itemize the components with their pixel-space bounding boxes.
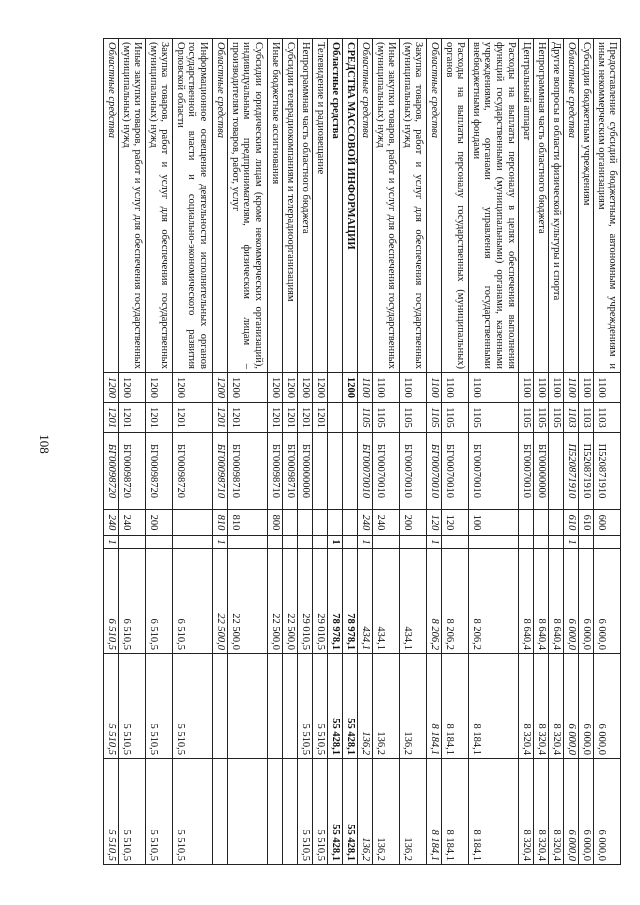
- row-amount-year-3: 8 320,4: [534, 759, 549, 865]
- row-target-article-code: [549, 433, 564, 510]
- row-target-article-code: [328, 433, 343, 510]
- row-amount-year-1: 434,1: [358, 549, 373, 654]
- row-amount-year-2: 8 184,1: [427, 654, 442, 759]
- row-amount-year-1: 78 978,1: [343, 549, 358, 654]
- row-subsection-code: 1201: [146, 403, 173, 433]
- row-subsection-code: 1105: [400, 403, 427, 433]
- row-source-mark: [519, 536, 534, 549]
- row-amount-year-3: 6 000,0: [594, 759, 621, 865]
- row-section-code: 1100: [579, 373, 594, 403]
- row-section-code: 1200: [104, 373, 119, 403]
- row-section-code: 1100: [373, 373, 400, 403]
- row-name: Телевидение и радиовещание: [313, 39, 328, 373]
- row-amount-year-3: 6 000,0: [579, 759, 594, 865]
- row-amount-year-2: 8 320,4: [549, 654, 564, 759]
- row-subsection-code: 1105: [549, 403, 564, 433]
- row-name: Расходы на выплаты персоналу государственных (муниципальных) органов: [442, 39, 469, 373]
- row-target-article-code: БГ00000000: [534, 433, 549, 510]
- row-amount-year-1: 8 640,4: [549, 549, 564, 654]
- row-source-mark: [534, 536, 549, 549]
- row-expense-type-code: 100: [469, 510, 519, 536]
- row-target-article-code: П520871910: [594, 433, 621, 510]
- row-expense-type-code: 200: [400, 510, 427, 536]
- table-row: [400, 39, 427, 865]
- row-target-article-code: БГ00098720: [119, 433, 146, 510]
- row-subsection-code: 1201: [213, 403, 228, 433]
- row-amount-year-3: 8 184,1: [469, 759, 519, 865]
- row-amount-year-1: 22 500,0: [213, 549, 228, 654]
- row-target-article-code: [313, 433, 328, 510]
- row-target-article-code: БГ00098720: [173, 433, 213, 510]
- row-expense-type-code: [328, 510, 343, 536]
- row-source-mark: [173, 536, 213, 549]
- row-expense-type-code: 240: [104, 510, 119, 536]
- table-row: [549, 39, 564, 865]
- row-amount-year-1: 8 206,2: [442, 549, 469, 654]
- row-subsection-code: [328, 403, 343, 433]
- table-row: [442, 39, 469, 865]
- table-row: [298, 39, 313, 865]
- table-row: [268, 39, 283, 865]
- row-section-code: 1100: [564, 373, 579, 403]
- row-name: Областные средства: [564, 39, 579, 373]
- row-target-article-code: БГ00070010: [427, 433, 442, 510]
- budget-table: [103, 38, 621, 865]
- table-row: [427, 39, 442, 865]
- row-expense-type-code: 120: [442, 510, 469, 536]
- row-subsection-code: 1105: [358, 403, 373, 433]
- row-subsection-code: 1201: [119, 403, 146, 433]
- row-amount-year-2: 55 428,1: [328, 654, 343, 759]
- row-amount-year-2: 136,2: [358, 654, 373, 759]
- row-amount-year-1: 6 000,0: [594, 549, 621, 654]
- row-section-code: 1100: [519, 373, 534, 403]
- row-amount-year-2: 5 510,5: [146, 654, 173, 759]
- row-source-mark: [549, 536, 564, 549]
- row-expense-type-code: 610: [579, 510, 594, 536]
- row-amount-year-2: 5 510,5: [104, 654, 119, 759]
- row-source-mark: [442, 536, 469, 549]
- row-amount-year-2: 6 000,0: [579, 654, 594, 759]
- row-section-code: 1100: [469, 373, 519, 403]
- row-name: Центральный аппарат: [519, 39, 534, 373]
- table-row: [146, 39, 173, 865]
- row-expense-type-code: [298, 510, 313, 536]
- row-section-code: 1200: [146, 373, 173, 403]
- row-subsection-code: 1201: [104, 403, 119, 433]
- row-source-mark: [400, 536, 427, 549]
- row-section-code: 1200: [213, 373, 228, 403]
- table-row: [358, 39, 373, 865]
- row-amount-year-1: 22 500,0: [268, 549, 283, 654]
- row-subsection-code: 1105: [427, 403, 442, 433]
- row-name: СРЕДСТВА МАССОВОЙ ИНФОРМАЦИИ: [343, 39, 358, 373]
- row-target-article-code: БГ00070010: [469, 433, 519, 510]
- row-amount-year-3: 5 510,5: [146, 759, 173, 865]
- row-subsection-code: 1105: [442, 403, 469, 433]
- row-name: Непрограммная часть областного бюджета: [298, 39, 313, 373]
- row-target-article-code: БГ00098720: [146, 433, 173, 510]
- table-row: [283, 39, 298, 865]
- row-amount-year-3: [268, 759, 283, 865]
- row-target-article-code: БГ00000000: [298, 433, 313, 510]
- row-section-code: 1200: [228, 373, 268, 403]
- row-section-code: 1100: [400, 373, 427, 403]
- page-number: 108: [36, 434, 52, 454]
- row-source-mark: [579, 536, 594, 549]
- row-amount-year-1: 6 000,0: [564, 549, 579, 654]
- row-target-article-code: П520871910: [564, 433, 579, 510]
- row-amount-year-1: 6 510,5: [146, 549, 173, 654]
- row-source-mark: 1: [328, 536, 343, 549]
- row-name: Непрограммная часть областного бюджета: [534, 39, 549, 373]
- row-name: Субсидии бюджетным учреждениям: [579, 39, 594, 373]
- row-amount-year-3: 8 320,4: [519, 759, 534, 865]
- row-subsection-code: 1105: [469, 403, 519, 433]
- row-amount-year-2: 136,2: [373, 654, 400, 759]
- table-row: [343, 39, 358, 865]
- row-expense-type-code: 810: [228, 510, 268, 536]
- row-expense-type-code: 800: [268, 510, 283, 536]
- table-row: [579, 39, 594, 865]
- row-name: Областные средства: [328, 39, 343, 373]
- row-amount-year-2: [228, 654, 268, 759]
- row-section-code: 1100: [594, 373, 621, 403]
- row-target-article-code: БГ00070010: [358, 433, 373, 510]
- row-name: Иные закупки товаров, работ и услуг для обеспечения государственных (муниципальных) нужд: [373, 39, 400, 373]
- row-target-article-code: БГ00070010: [400, 433, 427, 510]
- row-amount-year-3: [213, 759, 228, 865]
- row-expense-type-code: [343, 510, 358, 536]
- row-amount-year-3: 5 510,5: [313, 759, 328, 865]
- row-amount-year-2: 8 184,1: [442, 654, 469, 759]
- row-amount-year-1: 8 206,2: [469, 549, 519, 654]
- row-target-article-code: БГ00098710: [228, 433, 268, 510]
- row-section-code: 1100: [358, 373, 373, 403]
- row-source-mark: [283, 536, 298, 549]
- row-section-code: 1200: [298, 373, 313, 403]
- row-subsection-code: 1103: [579, 403, 594, 433]
- row-amount-year-3: 8 320,4: [549, 759, 564, 865]
- row-amount-year-2: 8 184,1: [469, 654, 519, 759]
- row-amount-year-3: 55 428,1: [343, 759, 358, 865]
- row-expense-type-code: [519, 510, 534, 536]
- row-name: Иные закупки товаров, работ и услуг для обеспечения государственных (муниципальных) нужд: [119, 39, 146, 373]
- row-amount-year-3: 5 510,5: [298, 759, 313, 865]
- row-target-article-code: БГ00098710: [213, 433, 228, 510]
- row-amount-year-3: 5 510,5: [173, 759, 213, 865]
- row-amount-year-3: [283, 759, 298, 865]
- row-amount-year-2: 8 320,4: [519, 654, 534, 759]
- row-expense-type-code: 600: [594, 510, 621, 536]
- row-amount-year-2: 5 510,5: [298, 654, 313, 759]
- row-subsection-code: 1103: [594, 403, 621, 433]
- row-expense-type-code: [173, 510, 213, 536]
- row-section-code: 1100: [534, 373, 549, 403]
- row-source-mark: [313, 536, 328, 549]
- row-amount-year-2: 5 510,5: [313, 654, 328, 759]
- row-amount-year-2: 6 000,0: [564, 654, 579, 759]
- row-amount-year-2: 136,2: [400, 654, 427, 759]
- row-name: Областные средства: [358, 39, 373, 373]
- row-source-mark: 1: [358, 536, 373, 549]
- row-section-code: 1200: [283, 373, 298, 403]
- table-row: [328, 39, 343, 865]
- row-amount-year-1: 434,1: [400, 549, 427, 654]
- row-amount-year-1: 29 010,5: [298, 549, 313, 654]
- table-row: [119, 39, 146, 865]
- row-subsection-code: 1103: [564, 403, 579, 433]
- row-section-code: 1100: [549, 373, 564, 403]
- row-amount-year-2: [283, 654, 298, 759]
- row-section-code: 1200: [268, 373, 283, 403]
- table-row: [534, 39, 549, 865]
- row-amount-year-3: 5 510,5: [104, 759, 119, 865]
- table-row: [519, 39, 534, 865]
- row-target-article-code: [343, 433, 358, 510]
- table-row: [104, 39, 119, 865]
- row-amount-year-2: 6 000,0: [594, 654, 621, 759]
- row-amount-year-1: 6 510,5: [104, 549, 119, 654]
- budget-table-area: [76, 38, 621, 864]
- row-amount-year-3: 6 000,0: [564, 759, 579, 865]
- row-source-mark: [146, 536, 173, 549]
- row-expense-type-code: 120: [427, 510, 442, 536]
- row-target-article-code: БГ00098720: [104, 433, 119, 510]
- row-source-mark: [228, 536, 268, 549]
- table-row: [594, 39, 621, 865]
- row-subsection-code: 1201: [173, 403, 213, 433]
- row-section-code: 1100: [427, 373, 442, 403]
- row-section-code: [328, 373, 343, 403]
- row-amount-year-3: 55 428,1: [328, 759, 343, 865]
- row-expense-type-code: [313, 510, 328, 536]
- row-name: Расходы на выплаты персоналу в целях обеспечения выполнения функций государственными (муниципальными) органами, казенными учреждениями, органами управления государственными внебюджетными фондами: [469, 39, 519, 373]
- row-expense-type-code: 240: [119, 510, 146, 536]
- row-amount-year-3: 5 510,5: [119, 759, 146, 865]
- row-amount-year-2: 55 428,1: [343, 654, 358, 759]
- row-amount-year-1: 8 640,4: [534, 549, 549, 654]
- table-row: [469, 39, 519, 865]
- row-name: Закупка товаров, работ и услуг для обеспечения государственных (муниципальных) нужд: [400, 39, 427, 373]
- row-name: Субсидии юридическим лицам (кроме некоммерческих организаций), индивидуальным предпринимателям, физическим лицам – производителям товаров, работ, услуг: [228, 39, 268, 373]
- row-source-mark: 1: [564, 536, 579, 549]
- row-section-code: 1200: [343, 373, 358, 403]
- row-section-code: 1200: [119, 373, 146, 403]
- row-name: Субсидии телерадиокомпаниям и телерадиоорганизациям: [283, 39, 298, 373]
- row-expense-type-code: 810: [213, 510, 228, 536]
- row-expense-type-code: 610: [564, 510, 579, 536]
- row-amount-year-1: 6 510,5: [119, 549, 146, 654]
- row-section-code: 1200: [173, 373, 213, 403]
- row-expense-type-code: [549, 510, 564, 536]
- table-row: [373, 39, 400, 865]
- row-name: Другие вопросы в области физической культуры и спорта: [549, 39, 564, 373]
- row-source-mark: 1: [427, 536, 442, 549]
- row-source-mark: 1: [104, 536, 119, 549]
- row-subsection-code: 1105: [373, 403, 400, 433]
- row-amount-year-3: 136,2: [358, 759, 373, 865]
- row-expense-type-code: 240: [358, 510, 373, 536]
- row-source-mark: [298, 536, 313, 549]
- row-amount-year-1: 6 510,5: [173, 549, 213, 654]
- row-subsection-code: 1201: [283, 403, 298, 433]
- table-row: [313, 39, 328, 865]
- table-body: [104, 39, 621, 865]
- row-subsection-code: 1105: [534, 403, 549, 433]
- row-amount-year-1: 78 978,1: [328, 549, 343, 654]
- row-subsection-code: 1201: [228, 403, 268, 433]
- row-source-mark: [119, 536, 146, 549]
- table-row: [213, 39, 228, 865]
- row-amount-year-3: 8 184,1: [427, 759, 442, 865]
- row-target-article-code: БГ00070010: [373, 433, 400, 510]
- row-name: Иные бюджетные ассигнования: [268, 39, 283, 373]
- row-amount-year-3: 136,2: [400, 759, 427, 865]
- row-name: Областные средства: [104, 39, 119, 373]
- row-expense-type-code: 240: [373, 510, 400, 536]
- row-target-article-code: БГ00098710: [268, 433, 283, 510]
- row-subsection-code: 1201: [313, 403, 328, 433]
- row-section-code: 1100: [442, 373, 469, 403]
- row-amount-year-1: 8 640,4: [519, 549, 534, 654]
- row-subsection-code: 1201: [298, 403, 313, 433]
- row-source-mark: [469, 536, 519, 549]
- row-name: Областные средства: [427, 39, 442, 373]
- row-expense-type-code: [283, 510, 298, 536]
- row-subsection-code: 1105: [519, 403, 534, 433]
- row-amount-year-2: 5 510,5: [173, 654, 213, 759]
- row-amount-year-1: 6 000,0: [579, 549, 594, 654]
- table-row: [228, 39, 268, 865]
- row-amount-year-1: 22 500,0: [283, 549, 298, 654]
- row-subsection-code: [343, 403, 358, 433]
- rotated-table-wrapper: [76, 38, 621, 864]
- row-target-article-code: БГ00098710: [283, 433, 298, 510]
- row-amount-year-3: 8 184,1: [442, 759, 469, 865]
- row-amount-year-1: 22 500,0: [228, 549, 268, 654]
- table-row: [564, 39, 579, 865]
- row-amount-year-3: 136,2: [373, 759, 400, 865]
- row-source-mark: [373, 536, 400, 549]
- row-source-mark: [594, 536, 621, 549]
- row-amount-year-2: [268, 654, 283, 759]
- row-source-mark: [343, 536, 358, 549]
- row-name: Областные средства: [213, 39, 228, 373]
- row-amount-year-2: 8 320,4: [534, 654, 549, 759]
- row-name: Предоставление субсидий бюджетным, автономным учреждениям и иным некоммерческим организациям: [594, 39, 621, 373]
- row-amount-year-1: 29 010,5: [313, 549, 328, 654]
- row-subsection-code: 1201: [268, 403, 283, 433]
- row-target-article-code: П520871910: [579, 433, 594, 510]
- row-amount-year-2: 5 510,5: [119, 654, 146, 759]
- row-source-mark: [268, 536, 283, 549]
- row-amount-year-1: 434,1: [373, 549, 400, 654]
- row-name: Информационное освещение деятельности исполнительных органов государственной власти и социально-экономического развития Орловской области: [173, 39, 213, 373]
- row-expense-type-code: 200: [146, 510, 173, 536]
- row-amount-year-1: 8 206,2: [427, 549, 442, 654]
- table-row: [173, 39, 213, 865]
- row-source-mark: 1: [213, 536, 228, 549]
- row-name: Закупка товаров, работ и услуг для обеспечения государственных (муниципальных) нужд: [146, 39, 173, 373]
- row-section-code: 1200: [313, 373, 328, 403]
- row-expense-type-code: [534, 510, 549, 536]
- row-target-article-code: БГ00070010: [519, 433, 534, 510]
- row-amount-year-3: [228, 759, 268, 865]
- row-target-article-code: БГ00070010: [442, 433, 469, 510]
- row-amount-year-2: [213, 654, 228, 759]
